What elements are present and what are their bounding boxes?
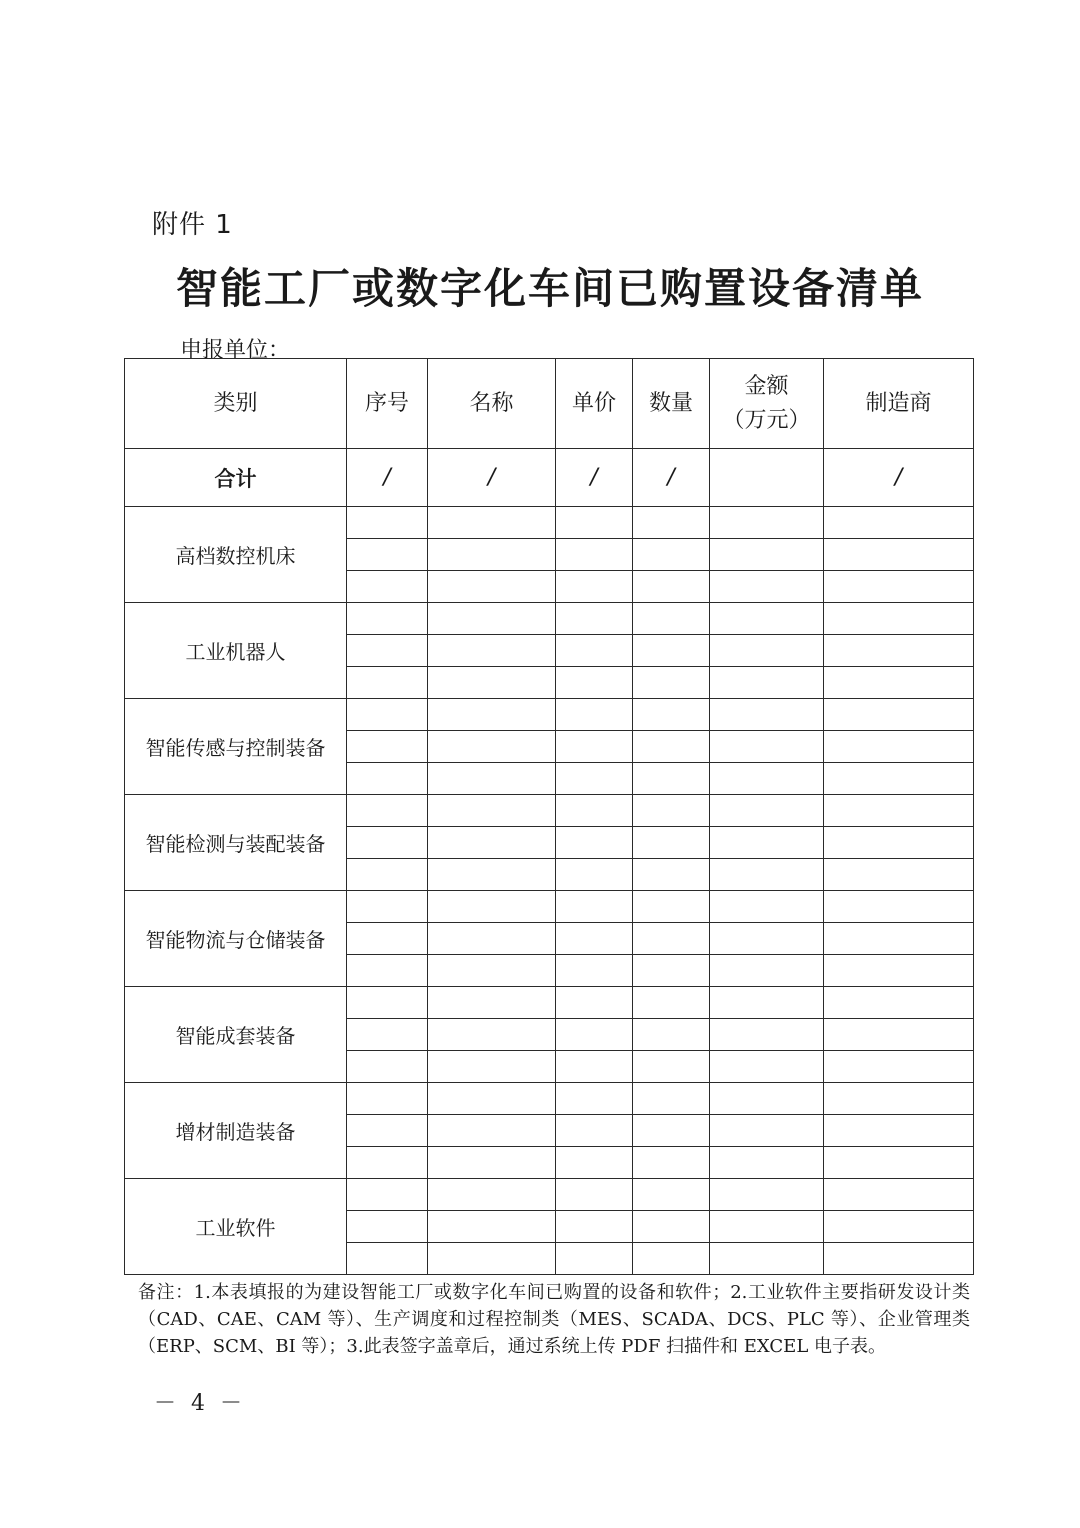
amount-cell[interactable] [710,1179,824,1211]
manufacturer-cell[interactable] [824,923,974,955]
name-cell[interactable] [428,891,556,923]
category-label: 增材制造装备 [125,1083,347,1179]
total-manufacturer-cell[interactable]: / [824,449,974,507]
unit-price-cell[interactable] [556,891,633,923]
name-cell[interactable] [428,955,556,987]
category-label: 智能物流与仓储装备 [125,891,347,987]
manufacturer-cell[interactable] [824,891,974,923]
category-rows [125,507,974,1275]
manufacturer-cell[interactable] [824,859,974,891]
amount-cell[interactable] [710,635,824,667]
quantity-cell[interactable] [633,955,710,987]
serial-no-cell[interactable] [347,891,428,923]
name-cell[interactable] [428,507,556,539]
amount-cell[interactable] [710,1243,824,1275]
amount-cell[interactable] [710,763,824,795]
unit-price-cell[interactable] [556,1211,633,1243]
quantity-cell[interactable] [633,1211,710,1243]
amount-cell[interactable] [710,731,824,763]
header-quantity: 数量 [633,359,710,449]
manufacturer-cell[interactable] [824,539,974,571]
unit-price-cell[interactable] [556,987,633,1019]
serial-no-cell[interactable] [347,859,428,891]
category-label: 工业软件 [125,1179,347,1275]
amount-cell[interactable] [710,699,824,731]
quantity-cell[interactable] [633,507,710,539]
header-amount [710,359,824,449]
manufacturer-cell[interactable] [824,635,974,667]
unit-price-cell[interactable] [556,539,633,571]
total-serial-no-cell[interactable]: / [347,449,428,507]
name-cell[interactable] [428,763,556,795]
unit-price-cell[interactable] [556,1019,633,1051]
unit-price-cell[interactable] [556,699,633,731]
serial-no-cell[interactable] [347,507,428,539]
total-name-cell[interactable]: / [428,449,556,507]
quantity-cell[interactable] [633,891,710,923]
unit-price-cell[interactable] [556,795,633,827]
unit-price-cell[interactable] [556,1147,633,1179]
name-cell[interactable] [428,827,556,859]
quantity-cell[interactable] [633,731,710,763]
quantity-cell[interactable] [633,827,710,859]
manufacturer-cell[interactable] [824,699,974,731]
serial-no-cell[interactable] [347,1019,428,1051]
name-cell[interactable] [428,859,556,891]
serial-no-cell[interactable] [347,699,428,731]
serial-no-cell[interactable] [347,603,428,635]
quantity-cell[interactable] [633,923,710,955]
quantity-cell[interactable] [633,987,710,1019]
name-cell[interactable] [428,795,556,827]
name-cell[interactable] [428,699,556,731]
amount-cell[interactable] [710,1115,824,1147]
total-label: 合计 [125,449,347,507]
serial-no-cell[interactable] [347,987,428,1019]
name-cell[interactable] [428,923,556,955]
applicant-label: 申报单位： [180,338,291,363]
serial-no-cell[interactable] [347,1083,428,1115]
amount-cell[interactable] [710,507,824,539]
quantity-cell[interactable] [633,763,710,795]
table-row [125,1083,974,1115]
quantity-cell[interactable] [633,699,710,731]
name-cell[interactable] [428,987,556,1019]
quantity-cell[interactable] [633,1083,710,1115]
quantity-cell[interactable] [633,667,710,699]
attachment-label: 附件 1 [152,210,233,240]
category-label: 工业机器人 [125,603,347,699]
manufacturer-cell[interactable] [824,667,974,699]
unit-price-cell[interactable] [556,1083,633,1115]
manufacturer-cell[interactable] [824,1083,974,1115]
serial-no-cell[interactable] [347,763,428,795]
name-cell[interactable] [428,1115,556,1147]
manufacturer-cell[interactable] [824,763,974,795]
quantity-cell[interactable] [633,795,710,827]
manufacturer-cell[interactable] [824,1147,974,1179]
quantity-cell[interactable] [633,1019,710,1051]
unit-price-cell[interactable] [556,603,633,635]
unit-price-cell[interactable] [556,635,633,667]
name-cell[interactable] [428,731,556,763]
unit-price-cell[interactable] [556,1179,633,1211]
serial-no-cell[interactable] [347,667,428,699]
serial-no-cell[interactable] [347,955,428,987]
serial-no-cell[interactable] [347,1211,428,1243]
unit-price-cell[interactable] [556,859,633,891]
category-label: 高档数控机床 [125,507,347,603]
serial-no-cell[interactable] [347,1243,428,1275]
total-unit-price-cell[interactable]: / [556,449,633,507]
amount-cell[interactable] [710,987,824,1019]
serial-no-cell[interactable] [347,1147,428,1179]
name-cell[interactable] [428,1211,556,1243]
manufacturer-cell[interactable] [824,1211,974,1243]
manufacturer-cell[interactable] [824,987,974,1019]
table-header-row [125,359,974,449]
quantity-cell[interactable] [633,1115,710,1147]
manufacturer-cell[interactable] [824,1019,974,1051]
amount-cell[interactable] [710,539,824,571]
manufacturer-cell[interactable] [824,795,974,827]
table-row [125,699,974,731]
header-manufacturer: 制造商 [824,359,974,449]
header-name: 名称 [428,359,556,449]
serial-no-cell[interactable] [347,827,428,859]
unit-price-cell[interactable] [556,1051,633,1083]
table-row [125,795,974,827]
quantity-cell[interactable] [633,635,710,667]
serial-no-cell[interactable] [347,795,428,827]
amount-cell[interactable] [710,859,824,891]
remark-note: 备注：1.本表填报的为建设智能工厂或数字化车间已购置的设备和软件；2.工业软件主要指研发设计类（CAD、CAE、CAM 等）、生产调度和过程控制类（MES、SCADA、DCS、PLC 等）、企业管理类（ERP、SCM、BI 等）；3.此表签字盖章后，通过系统上传 PDF 扫描件和 EXCEL 电子表。 [138,1282,970,1357]
total-amount-cell[interactable] [710,449,824,507]
total-quantity-cell[interactable]: / [633,449,710,507]
category-label: 智能成套装备 [125,987,347,1083]
serial-no-cell[interactable] [347,1115,428,1147]
manufacturer-cell[interactable] [824,955,974,987]
table-row [125,987,974,1019]
manufacturer-cell[interactable] [824,1051,974,1083]
header-category: 类别 [125,359,347,449]
manufacturer-cell[interactable] [824,1115,974,1147]
amount-cell[interactable] [710,603,824,635]
quantity-cell[interactable] [633,1243,710,1275]
amount-cell[interactable] [710,1051,824,1083]
amount-cell[interactable] [710,891,824,923]
name-cell[interactable] [428,1083,556,1115]
header-amount-line1: 金额 [744,373,789,399]
serial-no-cell[interactable] [347,1179,428,1211]
total-row [125,449,974,507]
amount-cell[interactable] [710,827,824,859]
manufacturer-cell[interactable] [824,571,974,603]
name-cell[interactable] [428,667,556,699]
table-row [125,1179,974,1211]
amount-cell[interactable] [710,1083,824,1115]
unit-price-cell[interactable] [556,571,633,603]
unit-price-cell[interactable] [556,1115,633,1147]
unit-price-cell[interactable] [556,827,633,859]
name-cell[interactable] [428,1051,556,1083]
quantity-cell[interactable] [633,571,710,603]
serial-no-cell[interactable] [347,923,428,955]
manufacturer-cell[interactable] [824,1179,974,1211]
amount-cell[interactable] [710,571,824,603]
quantity-cell[interactable] [633,1179,710,1211]
quantity-cell[interactable] [633,859,710,891]
serial-no-cell[interactable] [347,635,428,667]
quantity-cell[interactable] [633,1147,710,1179]
header-unit-price: 单价 [556,359,633,449]
unit-price-cell[interactable] [556,923,633,955]
serial-no-cell[interactable] [347,571,428,603]
quantity-cell[interactable] [633,1051,710,1083]
page-number: － 4 － [154,1391,246,1416]
amount-cell[interactable] [710,923,824,955]
unit-price-cell[interactable] [556,955,633,987]
name-cell[interactable] [428,1179,556,1211]
document-title: 智能工厂或数字化车间已购置设备清单 [175,264,924,313]
manufacturer-cell[interactable] [824,1243,974,1275]
name-cell[interactable] [428,603,556,635]
name-cell[interactable] [428,1147,556,1179]
unit-price-cell[interactable] [556,507,633,539]
amount-cell[interactable] [710,955,824,987]
manufacturer-cell[interactable] [824,603,974,635]
amount-cell[interactable] [710,667,824,699]
amount-cell[interactable] [710,1019,824,1051]
unit-price-cell[interactable] [556,667,633,699]
equipment-table [124,358,974,1275]
header-serial-no: 序号 [347,359,428,449]
serial-no-cell[interactable] [347,731,428,763]
amount-cell[interactable] [710,1147,824,1179]
category-label: 智能传感与控制装备 [125,699,347,795]
manufacturer-cell[interactable] [824,827,974,859]
table-row [125,891,974,923]
category-label: 智能检测与装配装备 [125,795,347,891]
name-cell[interactable] [428,635,556,667]
manufacturer-cell[interactable] [824,731,974,763]
unit-price-cell[interactable] [556,763,633,795]
table-row [125,507,974,539]
quantity-cell[interactable] [633,603,710,635]
serial-no-cell[interactable] [347,539,428,571]
amount-cell[interactable] [710,795,824,827]
name-cell[interactable] [428,571,556,603]
unit-price-cell[interactable] [556,731,633,763]
serial-no-cell[interactable] [347,1051,428,1083]
name-cell[interactable] [428,1019,556,1051]
quantity-cell[interactable] [633,539,710,571]
header-amount-line2: （万元） [722,407,811,433]
name-cell[interactable] [428,1243,556,1275]
table-row [125,603,974,635]
amount-cell[interactable] [710,1211,824,1243]
name-cell[interactable] [428,539,556,571]
unit-price-cell[interactable] [556,1243,633,1275]
manufacturer-cell[interactable] [824,507,974,539]
